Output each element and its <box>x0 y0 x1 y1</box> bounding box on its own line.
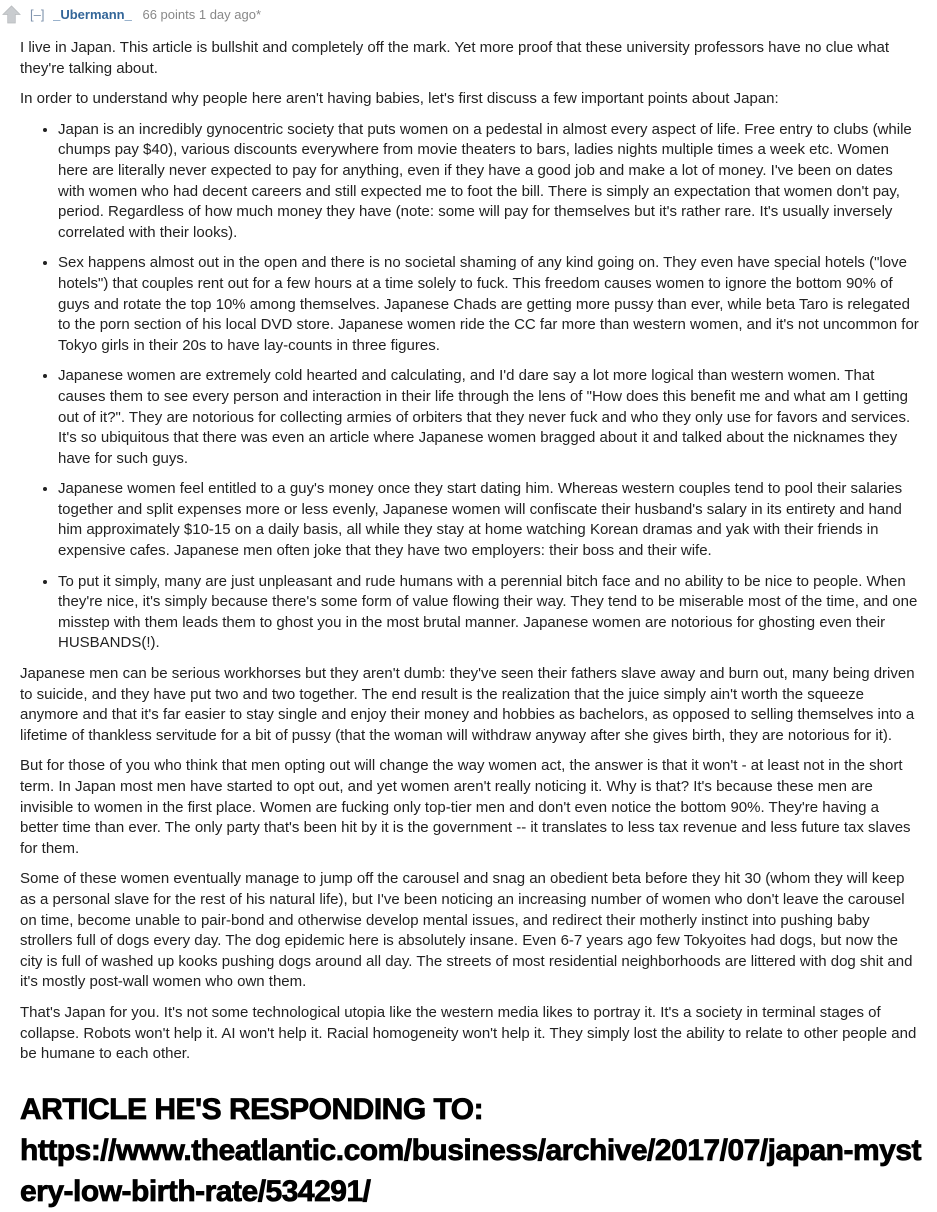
annotation-footer <box>20 1089 922 1212</box>
comment-body <box>20 38 919 1065</box>
intro-paragraph-1: I live in Japan. This article is bullshit and completely off the mark. Yet more proof that these university professors have no clue what they're talking about. <box>20 39 890 77</box>
collapse-comment-button[interactable]: [–] <box>30 7 45 22</box>
article-url-text: https://www.theatlantic.com/business/archive/2017/07/japan-mystery-low-birth-rate/534291/ <box>20 1133 922 1208</box>
annotation-heading: ARTICLE HE'S RESPONDING TO: <box>20 1092 484 1126</box>
outro-paragraph-4: That's Japan for you. It's not some technological utopia like the western media likes to portray it. It's a society in terminal stages of collapse. Robots won't help it. AI won't help it. Racial homogeneity won't help it. They simply lost the ability to relate to other people and be humane to each other. <box>20 1003 917 1063</box>
bullet-item: • Japan is an incredibly gynocentric society that puts women on a pedestal in almost every aspect of life. Free entry to clubs (while chumps pay $40), various discounts everywhere from movie theaters to bars, ladies nights multiple times a week etc. Women here are literally never expected to pay for anything, even if they have a good job and make a lot of money. I've been on dates with women who had decent careers and still expected me to foot the bill. There is simply an expectation that women don't pay, period. Regardless of how much money they have (note: some will pay for themselves but it's rather rare. It's usually inversely correlated with their looks). <box>58 120 919 244</box>
vote-column <box>2 4 24 29</box>
outro-paragraph-1: Japanese men can be serious workhorses but they aren't dumb: they've seen their fathers slave away and burn out, many being driven to suicide, and they have put two and two together. The end result is the realization that the juice simply ain't worth the squeeze anymore and that it's far easier to stay single and enjoy their money and hobbies as bachelors, as opposed to selling themselves into a lifetime of thankless servitude for a bit of pussy (that the woman will withdraw anyway after she gives birth, they are notorious for it). <box>20 665 915 744</box>
bullet-item: • Japanese women feel entitled to a guy's money once they start dating him. Whereas western couples tend to pool their salaries together and split expenses more or less evenly, Japanese women will confiscate their husband's salary in its entirety and hand him approximately $10-15 on a daily basis, all while they stay at home watching Korean dramas and yak with their friends in expensive cafes. Japanese men often joke that they have two employers: their boss and their wife. <box>58 479 919 561</box>
outro-paragraph-3: Some of these women eventually manage to jump off the carousel and snag an obedient beta before they hit 30 (whom they will keep as a personal slave for the rest of his natural life), but I've been noticing an increasing number of women who don't leave the carousel on time, become unable to pair-bond and otherwise develop mental issues, and redirect their motherly instinct into pushing baby strollers full of dogs every day. The dog epidemic here is absolutely insane. Even 6-7 years ago few Tokyoites had dogs, but now the city is full of washed up kooks pushing dogs around all day. The streets of most residential neighborhoods are littered with dog shit and it's mostly post-wall women who own them. <box>20 870 913 991</box>
comment-timestamp: 1 day ago* <box>198 7 262 22</box>
comment-header <box>2 2 917 29</box>
outro-paragraph-2: But for those of you who think that men opting out will change the way women act, the answer is that it won't - at least not in the short term. In Japan most men have started to opt out, and yet women aren't really noticing it. Why is that? It's because these men are invisible to women in the first place. Women are fucking only top-tier men and don't even notice the bottom 90%. They're having a better time than ever. The only party that's been hit by it is the government -- it translates to less tax revenue and less future tax slaves for them. <box>20 757 911 857</box>
comment-meta-line <box>24 4 261 22</box>
comment-score: 66 points <box>142 7 196 22</box>
upvote-arrow-icon[interactable] <box>2 5 21 24</box>
intro-paragraph-2: In order to understand why people here aren't having babies, let's first discuss a few important points about Japan: <box>20 90 779 108</box>
author-username-link[interactable]: _Ubermann_ <box>53 7 132 22</box>
bullet-list <box>20 120 919 654</box>
bullet-item: • To put it simply, many are just unpleasant and rude humans with a perennial bitch face and no ability to be nice to people. When they're nice, it's simply because there's some form of value flowing their way. They tend to be miserable most of the time, and one misstep with them leads them to ghost you in the most brutal manner. Japanese women are notorious for ghosting even their HUSBANDS(!). <box>58 572 919 654</box>
bullet-item: • Sex happens almost out in the open and there is no societal shaming of any kind going on. They even have special hotels ("love hotels") that couples rent out for a few hours at a time solely to fuck. This freedom causes women to ignore the bottom 90% of guys and rotate the top 10% among themselves. Japanese Chads are getting more pussy than ever, while beta Taro is relegated to the porn section of his local DVD store. Japanese women ride the CC far more than western women, and it's not uncommon for Tokyo girls in their 20s to have lay-counts in three figures. <box>58 253 919 356</box>
bullet-item: • Japanese women are extremely cold hearted and calculating, and I'd dare say a lot more logical than western women. That causes them to see every person and interaction in their life through the lens of "How does this benefit me and what am I getting out of it?". They are notorious for collecting armies of orbiters that they never fuck and who they only use for favors and services. It's so ubiquitous that there was even an article where Japanese women bragged about it and talked about the nicknames they have for such guys. <box>58 366 919 469</box>
